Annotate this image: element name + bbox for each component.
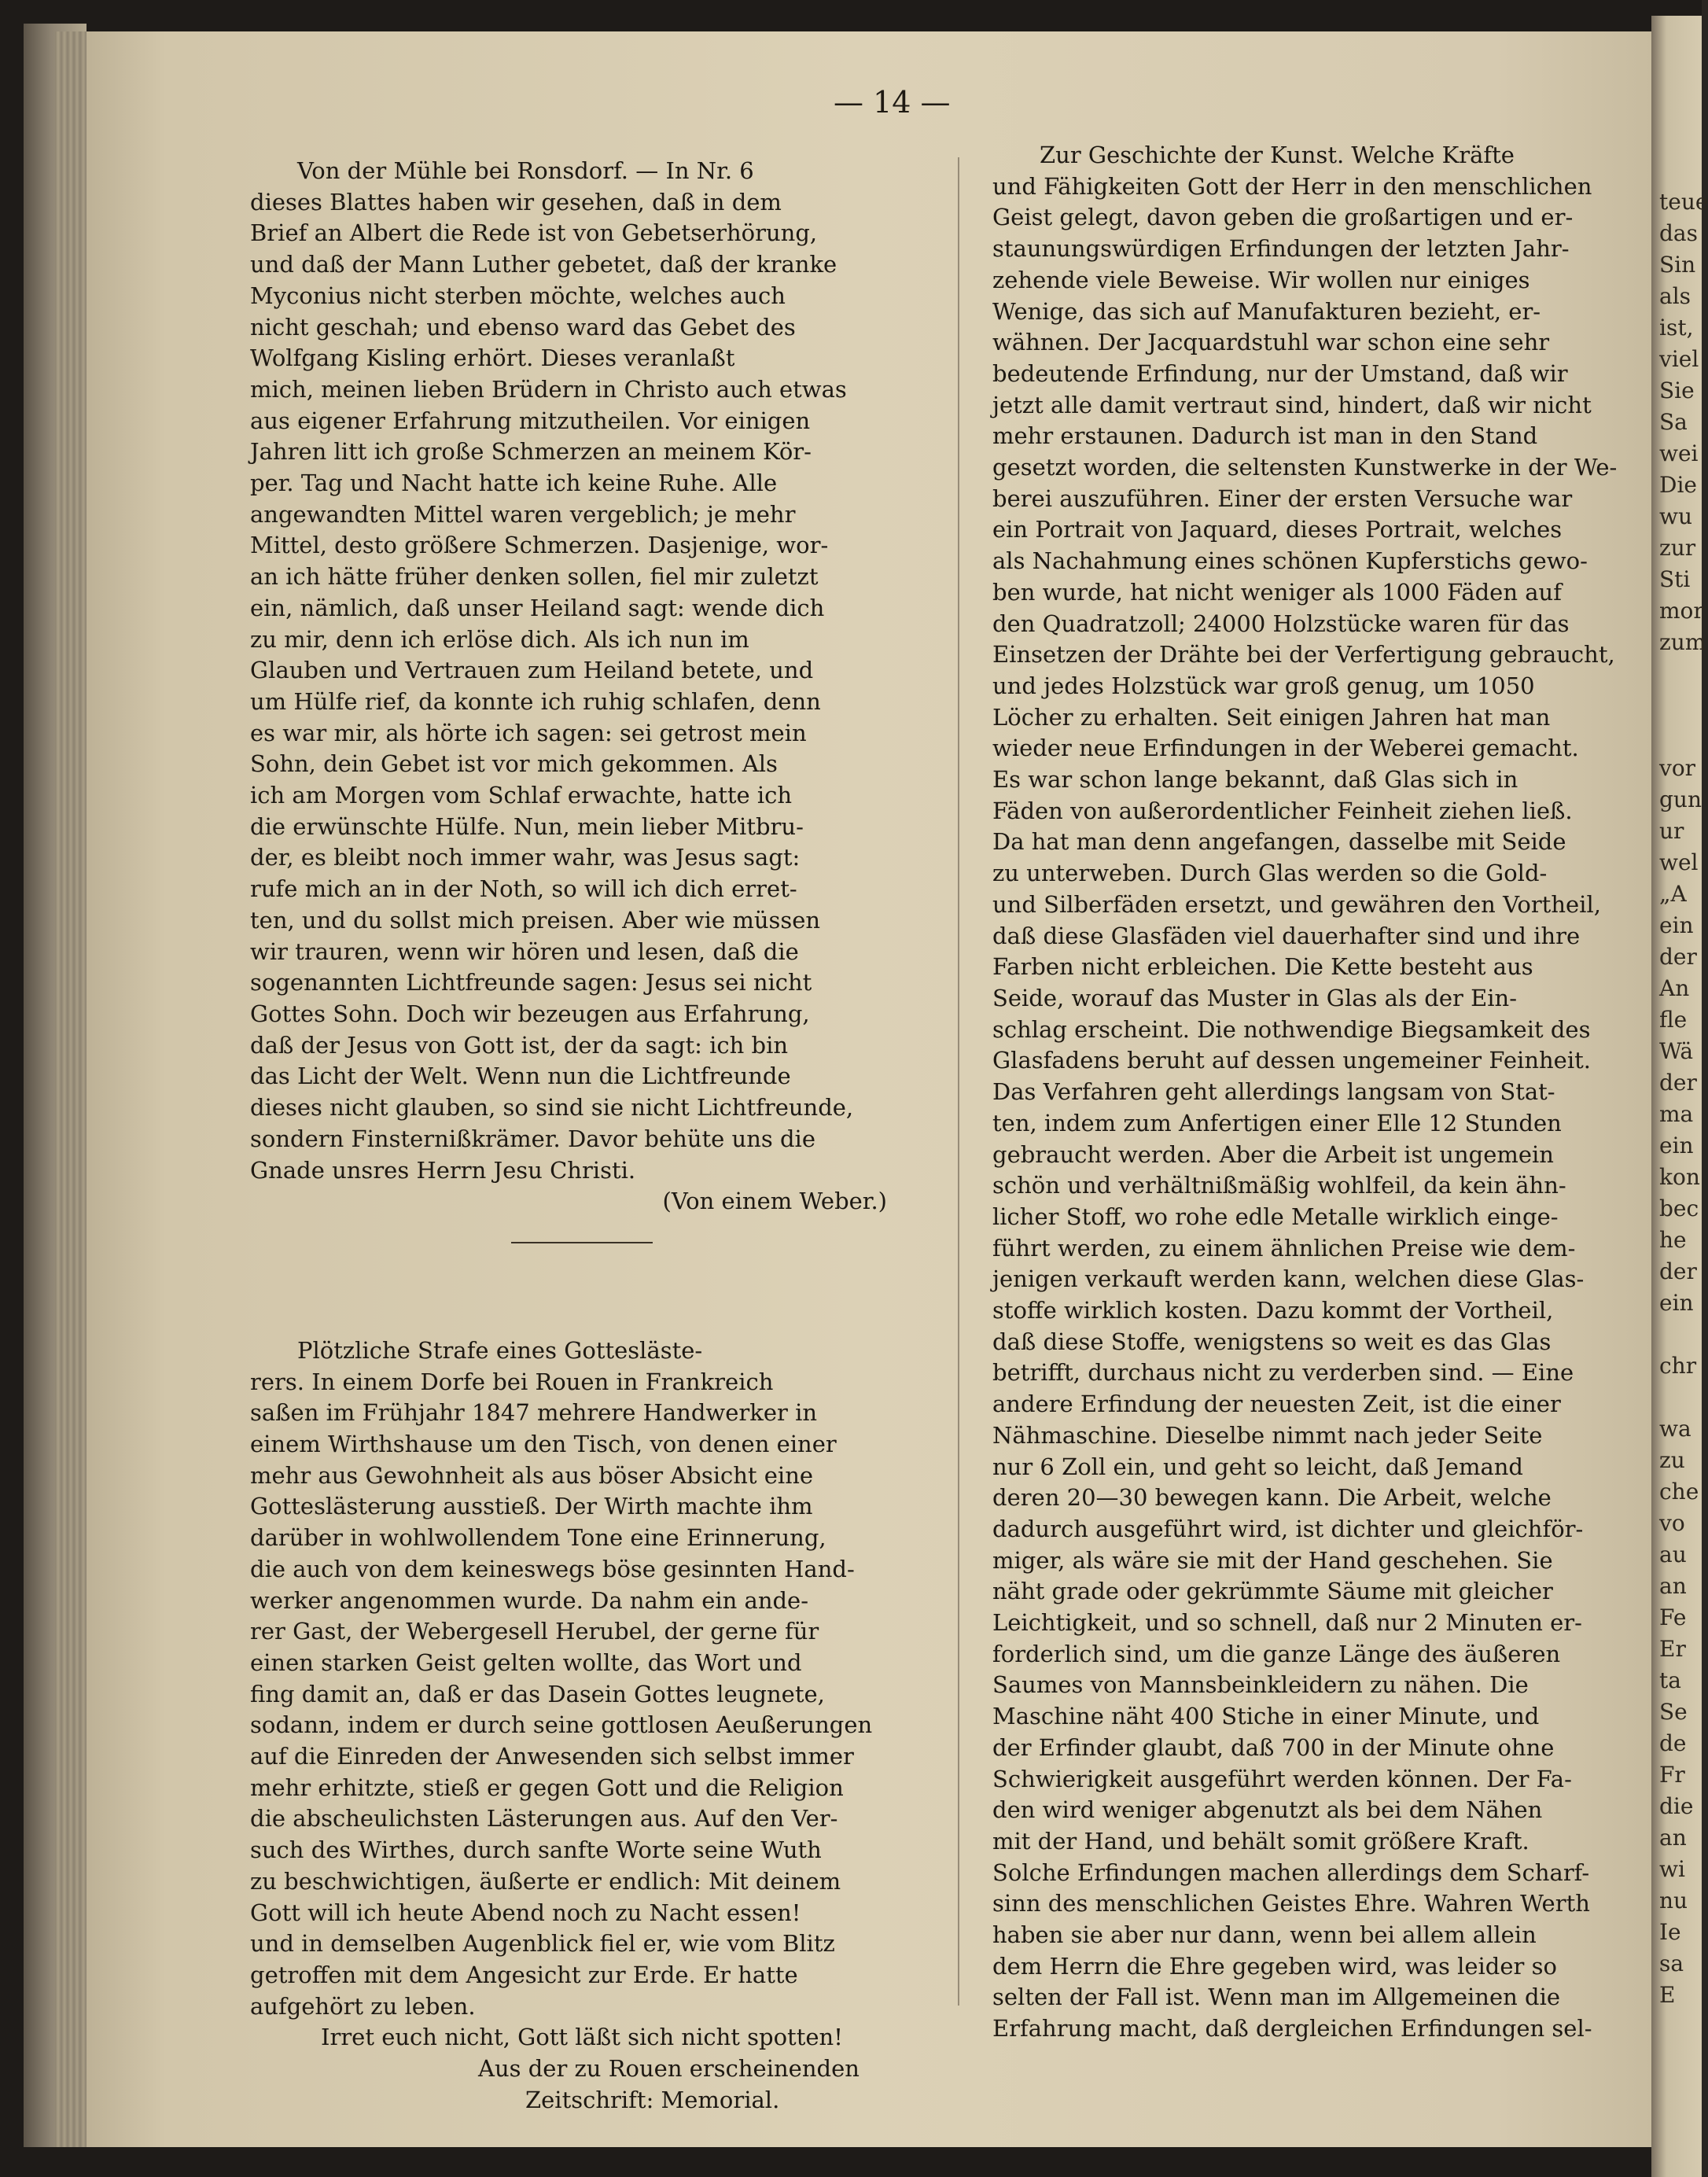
- next-page-fragment: ein: [1659, 912, 1694, 938]
- text-line: schlag erscheint. Die nothwendige Biegsamkeit des: [992, 1015, 1591, 1043]
- next-page-fragment: he: [1659, 1227, 1687, 1253]
- next-page-fragment: wa: [1659, 1416, 1691, 1442]
- text-line: per. Tag und Nacht hatte ich keine Ruhe. Alle: [250, 470, 778, 497]
- text-line: Leichtigkeit, und so schnell, daß nur 2 Minuten er-: [992, 1609, 1582, 1637]
- page-number: — 14 —: [834, 85, 951, 120]
- text-line: Maschine näht 400 Stiche in einer Minute, und: [992, 1703, 1540, 1730]
- text-line: Solche Erfindungen machen allerdings dem Scharf-: [992, 1858, 1590, 1886]
- text-line: gebraucht werden. Aber die Arbeit ist ungemein: [992, 1140, 1554, 1168]
- text-line: Erfahrung macht, daß dergleichen Erfindungen sel-: [992, 2015, 1592, 2043]
- text-line: rer Gast, der Webergesell Herubel, der gerne für: [250, 1618, 819, 1645]
- text-line: such des Wirthes, durch sanfte Worte seine Wuth: [250, 1836, 822, 1864]
- text-line: Sohn, dein Gebet ist vor mich gekommen. Als: [250, 750, 778, 778]
- article-source-line1: Aus der zu Rouen erscheinenden: [478, 2055, 860, 2083]
- text-line: es war mir, als hörte ich sagen: sei getrost mein: [250, 719, 807, 746]
- next-page-fragment: der: [1659, 944, 1697, 970]
- next-page-fragment: E: [1659, 1982, 1676, 2008]
- article-signature: (Von einem Weber.): [662, 1188, 887, 1215]
- text-line: wieder neue Erfindungen in der Weberei gemacht.: [992, 735, 1579, 762]
- next-page-fragment: Die: [1659, 472, 1697, 498]
- text-line: Von der Mühle bei Ronsdorf. — In Nr. 6: [297, 157, 754, 184]
- next-page-fragment: wel: [1659, 849, 1699, 875]
- text-line: einen starken Geist gelten wollte, das Wort und: [250, 1648, 802, 1676]
- next-page-fragment: zum: [1659, 629, 1706, 655]
- text-line: zu beschwichtigen, äußerte er endlich: Mit deinem: [250, 1867, 841, 1895]
- next-page-fragment: ein: [1659, 1290, 1694, 1316]
- text-line: mehr erstaunen. Dadurch ist man in den Stand: [992, 422, 1538, 450]
- text-line: Mittel, desto größere Schmerzen. Dasjenige, wor-: [250, 532, 829, 559]
- text-line: und daß der Mann Luther gebetet, daß der kranke: [250, 251, 837, 278]
- text-line: dieses nicht glauben, so sind sie nicht Lichtfreunde,: [250, 1094, 854, 1122]
- next-page-edge: [1651, 16, 1708, 2177]
- text-line: deren 20—30 bewegen kann. Die Arbeit, welche: [992, 1484, 1552, 1512]
- next-page-fragment: der: [1659, 1258, 1697, 1284]
- text-line: darüber in wohlwollendem Tone eine Erinnerung,: [250, 1524, 826, 1552]
- text-line: saßen im Frühjahr 1847 mehrere Handwerker in: [250, 1399, 818, 1427]
- text-line: zu unterweben. Durch Glas werden so die Gold-: [992, 860, 1548, 887]
- text-line: ben wurde, hat nicht weniger als 1000 Fäden auf: [992, 578, 1562, 606]
- next-page-fragment: ist,: [1659, 315, 1694, 341]
- text-line: Glasfadens beruht auf dessen ungemeiner Feinheit.: [992, 1047, 1591, 1074]
- next-page-fragment: de: [1659, 1730, 1687, 1756]
- text-line: sondern Finsternißkrämer. Davor behüte uns die: [250, 1125, 815, 1152]
- next-page-fragment: wu: [1659, 503, 1692, 529]
- text-line: Schwierigkeit ausgeführt werden können. Der Fa-: [992, 1765, 1572, 1792]
- text-line: ten, indem zum Anfertigen einer Elle 12 Stunden: [992, 1109, 1562, 1136]
- next-page-fragment: Ie: [1659, 1919, 1681, 1945]
- text-line: Gnade unsres Herrn Jesu Christi.: [250, 1156, 636, 1184]
- next-page-fragment: als: [1659, 283, 1691, 309]
- text-line: licher Stoff, wo rohe edle Metalle wirklich einge-: [992, 1203, 1559, 1230]
- text-line: auf die Einreden der Anwesenden sich selbst immer: [250, 1743, 854, 1770]
- text-line: jenigen verkauft werden kann, welchen diese Glas-: [992, 1265, 1585, 1293]
- text-line: gesetzt worden, die seltensten Kunstwerke in der We-: [992, 454, 1618, 481]
- next-page-fragment: mor: [1659, 598, 1704, 624]
- text-line: Zur Geschichte der Kunst. Welche Kräfte: [1040, 142, 1515, 168]
- next-page-fragment: chr: [1659, 1353, 1697, 1379]
- next-page-fragment: ta: [1659, 1667, 1681, 1693]
- text-line: fing damit an, daß er das Dasein Gottes leugnete,: [250, 1680, 825, 1707]
- text-line: ein Portrait von Jaquard, dieses Portrait, welches: [992, 516, 1563, 543]
- next-page-fragment: ein: [1659, 1133, 1694, 1158]
- text-line: rufe mich an in der Noth, so will ich dich erret-: [250, 875, 797, 903]
- next-page-fragment: Sti: [1659, 566, 1691, 592]
- next-page-fragment: Wä: [1659, 1038, 1694, 1064]
- column-rule: [958, 157, 959, 2006]
- article-closing: Irret euch nicht, Gott läßt sich nicht spotten!: [321, 2024, 843, 2051]
- text-line: dieses Blattes haben wir gesehen, daß in dem: [250, 188, 782, 215]
- text-line: mehr erhitzte, stieß er gegen Gott und die Religion: [250, 1774, 844, 1801]
- article-strafe-gotteslaesterer: [250, 1335, 918, 2022]
- text-line: Gotteslästerung ausstieß. Der Wirth machte ihm: [250, 1493, 813, 1520]
- text-line: und Fähigkeiten Gott der Herr in den menschlichen: [992, 172, 1592, 200]
- right-column: [992, 140, 1645, 2045]
- text-line: wähnen. Der Jacquardstuhl war schon eine sehr: [992, 329, 1550, 356]
- text-line: Gott will ich heute Abend noch zu Nacht essen!: [250, 1899, 801, 1926]
- next-page-fragment: wei: [1659, 440, 1699, 466]
- next-page-fragment: vo: [1659, 1510, 1685, 1536]
- text-line: wir trauren, wenn wir hören und lesen, daß die: [250, 937, 799, 965]
- next-page-fragment: ur: [1659, 818, 1684, 844]
- text-line: stoffe wirklich kosten. Dazu kommt der Vortheil,: [992, 1297, 1554, 1324]
- next-page-fragment: nu: [1659, 1888, 1688, 1914]
- text-line: sodann, indem er durch seine gottlosen Aeußerungen: [250, 1711, 873, 1739]
- text-line: die erwünschte Hülfe. Nun, mein lieber Mitbru-: [250, 812, 804, 840]
- text-line: und jedes Holzstück war groß genug, um 1050: [992, 672, 1535, 699]
- text-line: Einsetzen der Drähte bei der Verfertigung gebraucht,: [992, 641, 1615, 669]
- text-line: die abscheulichsten Lästerungen aus. Auf den Ver-: [250, 1805, 838, 1833]
- text-line: Saumes von Mannsbeinkleidern zu nähen. Die: [992, 1671, 1529, 1699]
- text-line: jetzt alle damit vertraut sind, hindert, daß wir nicht: [992, 391, 1592, 418]
- text-line: dem Herrn die Ehre gegeben wird, was leider so: [992, 1952, 1557, 1980]
- text-line: ten, und du sollst mich preisen. Aber wie müssen: [250, 906, 821, 934]
- section-gap: [250, 1217, 918, 1335]
- text-line: forderlich sind, um die ganze Länge des äußeren: [992, 1640, 1561, 1667]
- text-line: der Erfinder glaubt, daß 700 in der Minute ohne: [992, 1733, 1555, 1761]
- text-line: den wird weniger abgenutzt als bei dem Nähen: [992, 1796, 1543, 1824]
- text-line: Das Verfahren geht allerdings langsam von Stat-: [992, 1078, 1555, 1106]
- text-line: sogenannten Lichtfreunde sagen: Jesus sei nicht: [250, 969, 812, 996]
- next-page-fragment: Sie: [1659, 378, 1695, 403]
- text-line: Löcher zu erhalten. Seit einigen Jahren hat man: [992, 703, 1551, 731]
- text-line: Es war schon lange bekannt, daß Glas sich in: [992, 766, 1518, 794]
- next-page-fragment: zu: [1659, 1447, 1685, 1473]
- next-page-fragment: vor: [1659, 755, 1696, 781]
- text-line: Farben nicht erbleichen. Die Kette besteht aus: [992, 953, 1533, 981]
- text-line: Wenige, das sich auf Manufakturen bezieht, er-: [992, 297, 1541, 325]
- text-line: die auch von dem keineswegs böse gesinnten Hand-: [250, 1555, 855, 1582]
- text-line: als Nachahmung eines schönen Kupferstichs gewo-: [992, 547, 1588, 575]
- text-line: rers. In einem Dorfe bei Rouen in Frankreich: [250, 1368, 774, 1395]
- text-line: mit der Hand, und behält somit größere Kraft.: [992, 1827, 1529, 1855]
- text-line: und Silberfäden ersetzt, und gewähren den Vortheil,: [992, 890, 1601, 918]
- text-line: Da hat man denn angefangen, dasselbe mit Seide: [992, 828, 1566, 856]
- next-page-fragment: an: [1659, 1825, 1687, 1851]
- text-line: der, es bleibt noch immer wahr, was Jesus sagt:: [250, 844, 801, 871]
- next-page-fragment: au: [1659, 1542, 1687, 1567]
- text-line: zehende viele Beweise. Wir wollen nur einiges: [992, 266, 1530, 293]
- next-page-fragment: Er: [1659, 1636, 1686, 1662]
- next-page-fragment: die: [1659, 1793, 1694, 1819]
- text-line: schön und verhältnißmäßig wohlfeil, da kein ähn-: [992, 1172, 1566, 1199]
- next-page-fragment: „A: [1659, 881, 1687, 907]
- next-page-fragment: An: [1659, 975, 1690, 1001]
- next-page-fragment: Fr: [1659, 1762, 1685, 1788]
- next-page-fragment: zur: [1659, 535, 1696, 561]
- text-line: andere Erfindung der neuesten Zeit, ist die einer: [992, 1391, 1561, 1418]
- text-line: daß diese Stoffe, wenigstens so weit es das Glas: [992, 1328, 1552, 1355]
- text-line: Plötzliche Strafe eines Gotteslästе-: [297, 1336, 703, 1364]
- next-page-fragment: gun: [1659, 786, 1702, 812]
- text-line: einem Wirthshause um den Tisch, von denen einer: [250, 1431, 837, 1458]
- text-line: selten der Fall ist. Wenn man im Allgemeinen die: [992, 1984, 1561, 2011]
- article-muehle-ronsdorf: [250, 156, 918, 1186]
- text-line: daß diese Glasfäden viel dauerhafter sind und ihre: [992, 922, 1581, 949]
- article-geschichte-der-kunst: [992, 140, 1645, 2045]
- text-line: Fäden von außerordentlicher Feinheit ziehen ließ.: [992, 797, 1573, 824]
- next-page-fragment: ma: [1659, 1101, 1694, 1127]
- text-line: Seide, worauf das Muster in Glas als der Ein-: [992, 984, 1518, 1011]
- text-line: Glauben und Vertrauen zum Heiland betete, und: [250, 657, 814, 684]
- text-line: miger, als wäre sie mit der Hand geschehen. Sie: [992, 1546, 1553, 1574]
- text-line: betrifft, durchaus nicht zu verderben sind. — Eine: [992, 1359, 1574, 1387]
- text-line: das Licht der Welt. Wenn nun die Lichtfreunde: [250, 1063, 791, 1090]
- next-page-fragment: sa: [1659, 1950, 1684, 1976]
- text-line: Wolfgang Kisling erhört. Dieses veranlaßt: [250, 344, 735, 372]
- text-line: bedeutende Erfindung, nur der Umstand, daß wir: [992, 359, 1568, 387]
- text-line: daß der Jesus von Gott ist, der da sagt: ich bin: [250, 1031, 789, 1059]
- text-line: um Hülfe rief, da konnte ich ruhig schlafen, denn: [250, 687, 821, 715]
- next-page-fragment: Sin: [1659, 252, 1696, 278]
- next-page-fragment: Se: [1659, 1699, 1688, 1725]
- text-line: staunungswürdigen Erfindungen der letzten Jahr-: [992, 235, 1570, 263]
- text-line: werker angenommen wurde. Da nahm ein ande-: [250, 1586, 809, 1614]
- text-line: getroffen mit dem Angesicht zur Erde. Er hatte: [250, 1961, 798, 1988]
- text-line: angewandten Mittel waren vergeblich; je mehr: [250, 500, 796, 528]
- text-line: Jahren litt ich große Schmerzen an meinem Kör-: [250, 438, 812, 466]
- text-line: mehr aus Gewohnheit als aus böser Absicht eine: [250, 1461, 814, 1489]
- text-line: nicht geschah; und ebenso ward das Gebet des: [250, 313, 796, 341]
- next-page-fragment: teue: [1659, 189, 1708, 215]
- text-line: haben sie aber nur dann, wenn bei allem allein: [992, 1921, 1537, 1949]
- text-line: ich am Morgen vom Schlaf erwachte, hatte ich: [250, 782, 793, 809]
- next-page-fragment: bec: [1659, 1195, 1699, 1221]
- next-page-fragment: che: [1659, 1479, 1699, 1505]
- left-column: [250, 156, 918, 2116]
- text-line: zu mir, denn ich erlöse dich. Als ich nun im: [250, 625, 749, 653]
- text-line: berei auszuführen. Einer der ersten Versuche war: [992, 484, 1573, 512]
- text-line: ein, nämlich, daß unser Heiland sagt: wende dich: [250, 594, 825, 621]
- text-line: aufgehört zu leben.: [250, 1992, 476, 2020]
- text-line: Nähmaschine. Dieselbe nimmt nach jeder Seite: [992, 1421, 1543, 1449]
- text-line: aus eigener Erfahrung mitzutheilen. Vor einigen: [250, 407, 811, 434]
- text-line: Myconius nicht sterben möchte, welches auch: [250, 282, 786, 309]
- next-page-fragment: wi: [1659, 1856, 1685, 1882]
- text-line: führt werden, zu einem ähnlichen Preise wie dem-: [992, 1234, 1576, 1262]
- text-line: Brief an Albert die Rede ist von Gebetserhörung,: [250, 219, 818, 247]
- text-line: an ich hätte früher denken sollen, fiel mir zuletzt: [250, 563, 819, 591]
- next-page-fragment: der: [1659, 1070, 1697, 1096]
- text-line: mich, meinen lieben Brüdern in Christo auch etwas: [250, 375, 847, 403]
- next-page-fragment: viel: [1659, 346, 1699, 372]
- text-line: dadurch ausgeführt wird, ist dichter und gleichför-: [992, 1515, 1584, 1542]
- article-source-line2: Zeitschrift: Memorial.: [525, 2086, 780, 2113]
- next-page-fragment: das: [1659, 220, 1698, 246]
- text-line: nur 6 Zoll ein, und geht so leicht, daß Jemand: [992, 1453, 1523, 1480]
- text-line: Gottes Sohn. Doch wir bezeugen aus Erfahrung,: [250, 1000, 810, 1027]
- next-page-fragment: kon: [1659, 1164, 1700, 1190]
- text-line: näht grade oder gekrümmte Säume mit gleicher: [992, 1578, 1553, 1605]
- text-line: den Quadratzoll; 24000 Holzstücke waren für das: [992, 610, 1570, 637]
- text-line: und in demselben Augenblick fiel er, wie vom Blitz: [250, 1930, 835, 1958]
- text-line: Geist gelegt, davon geben die großartigen und er-: [992, 204, 1574, 231]
- next-page-fragment: fle: [1659, 1007, 1688, 1033]
- next-page-fragment: Fe: [1659, 1604, 1687, 1630]
- article-divider: [511, 1242, 653, 1243]
- text-line: sinn des menschlichen Geistes Ehre. Wahren Werth: [992, 1890, 1590, 1917]
- page-edges: [55, 31, 87, 2147]
- next-page-fragment: an: [1659, 1573, 1687, 1599]
- next-page-fragment: Sa: [1659, 409, 1688, 435]
